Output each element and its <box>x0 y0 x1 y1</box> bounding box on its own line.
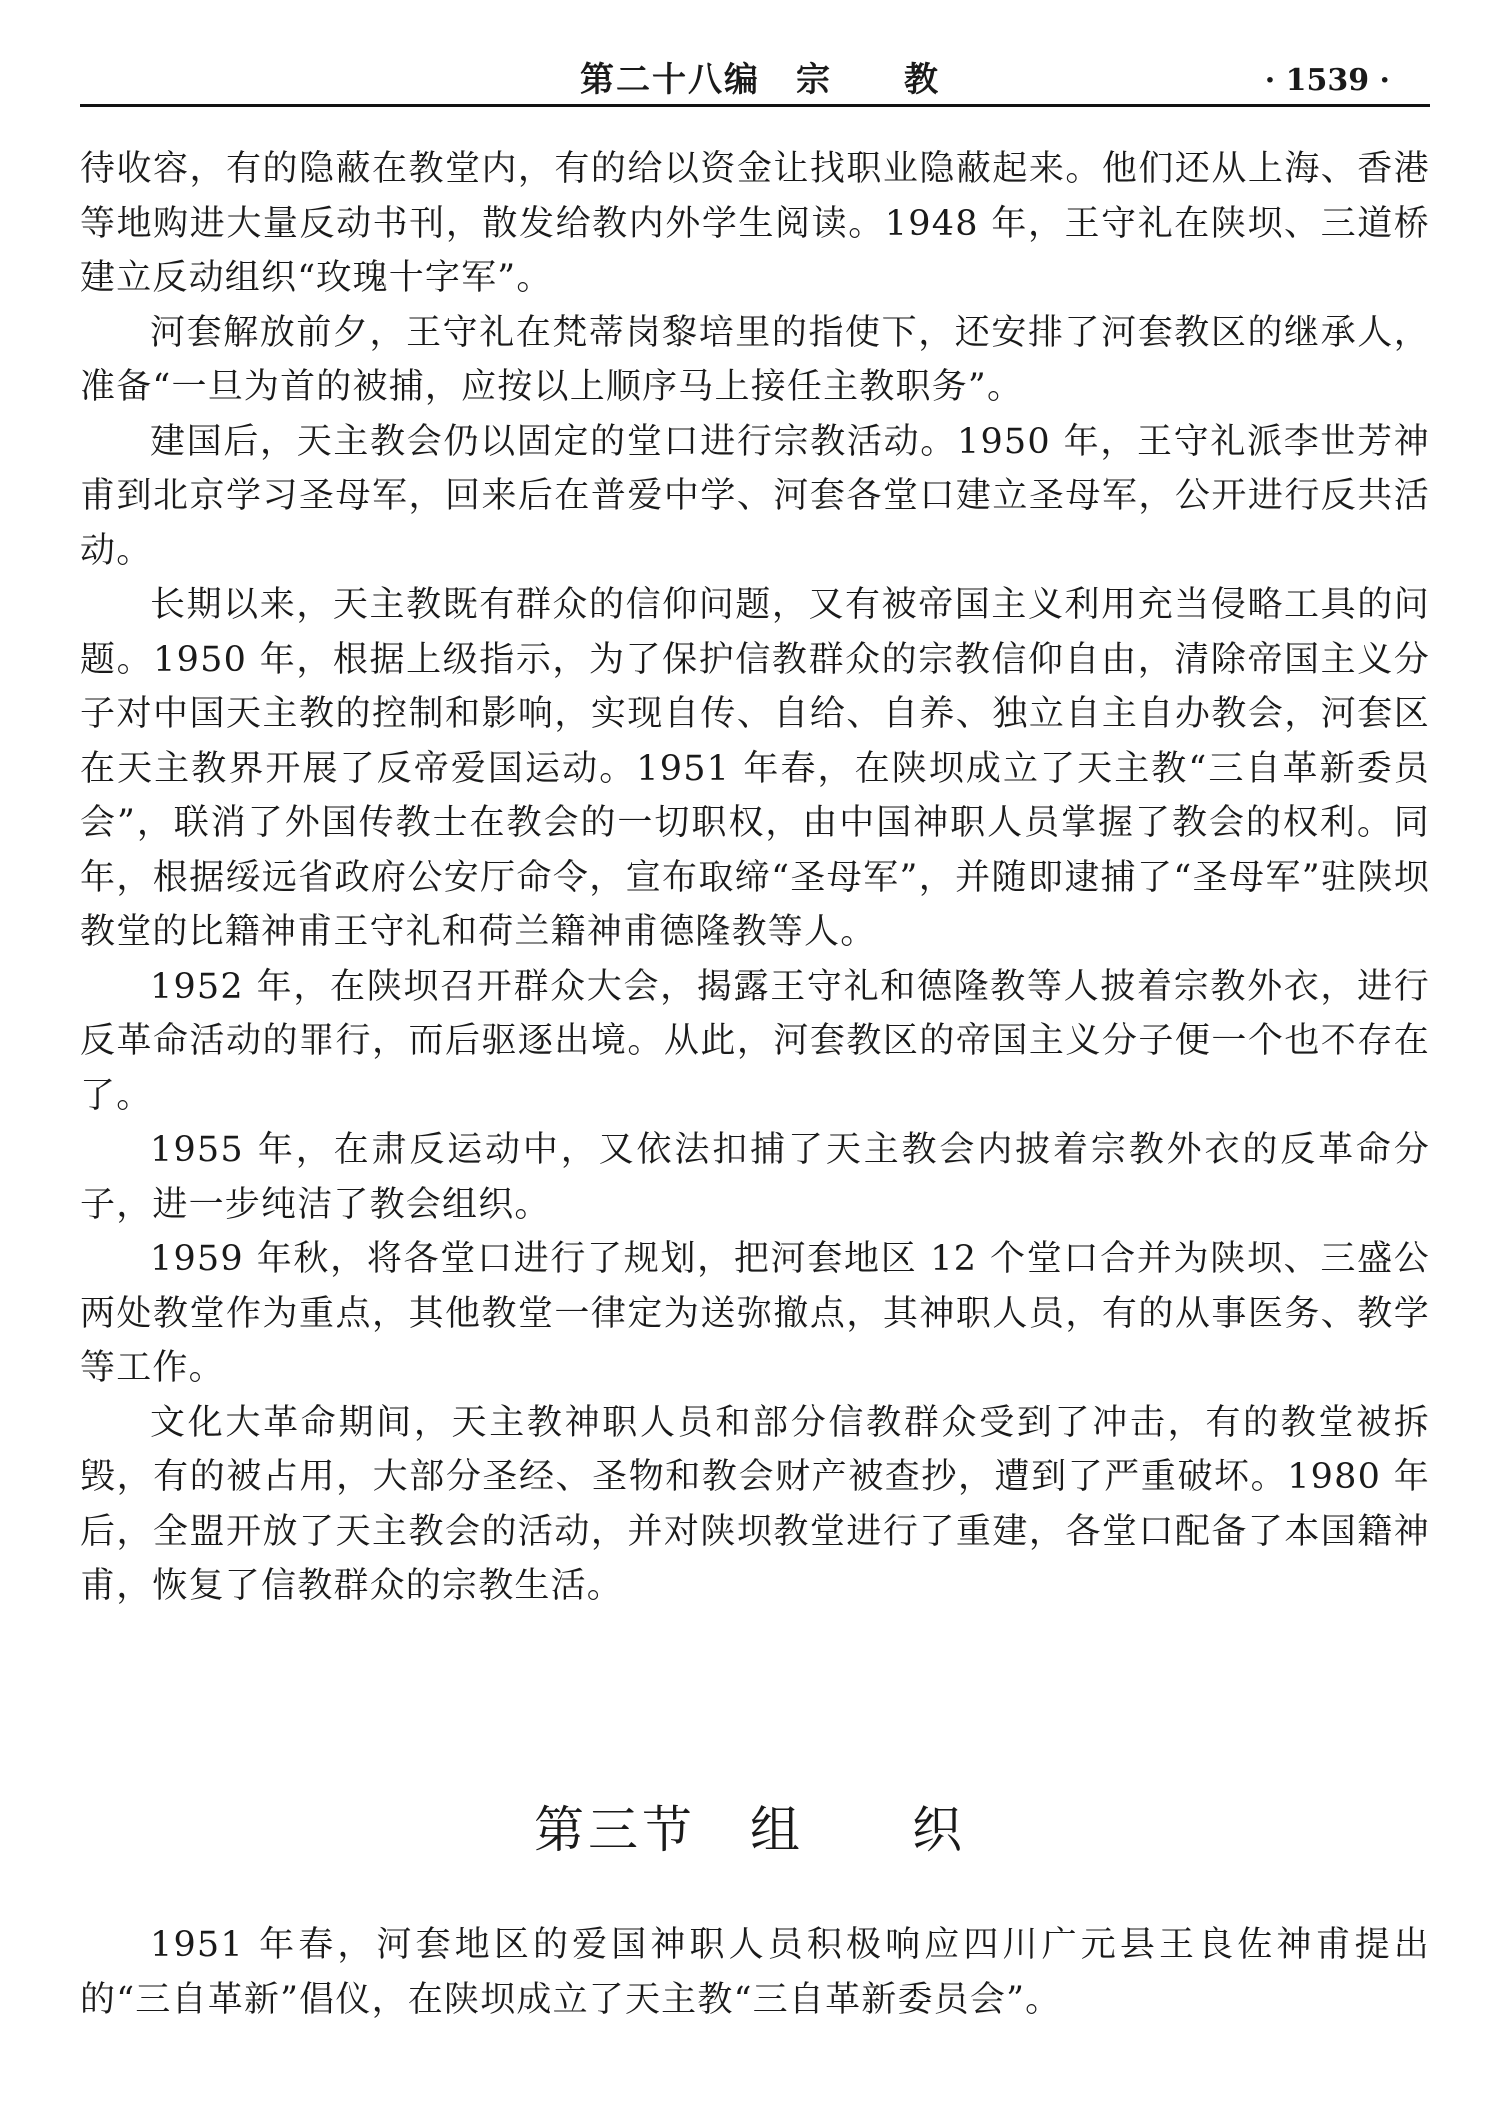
body-text <box>80 142 1430 1614</box>
paragraph: 1959 年秋，将各堂口进行了规划，把河套地区 12 个堂口合并为陕坝、三盛公两处教堂作为重点，其他教堂一律定为送弥撤点，其神职人员，有的从事医务、教学等工作。 <box>80 1239 1430 1388</box>
running-header <box>80 58 1430 107</box>
section-heading: 第三节 组 织 <box>534 1801 966 1859</box>
paragraph: 待收容，有的隐蔽在教堂内，有的给以资金让找职业隐蔽起来。他们还从上海、香港等地购进大量反动书刊，散发给教内外学生阅读。1948 年，王守礼在陕坝、三道桥建立反动组织“玫瑰十字军”。 <box>80 149 1430 298</box>
paragraph: 1952 年，在陕坝召开群众大会，揭露王守礼和德隆教等人披着宗教外衣，进行反革命活动的罪行，而后驱逐出境。从此，河套教区的帝国主义分子便一个也不存在了。 <box>80 966 1430 1116</box>
paragraph: 长期以来，天主教既有群众的信仰问题，又有被帝国主义利用充当侵略工具的问题。1950 年，根据上级指示，为了保护信教群众的宗教信仰自由，清除帝国主义分子对中国天主教的控制和影响，实现自传、自给、自养、独立自主自办教会，河套区在天主教界开展了反帝爱国运动。1951 年春，在陕坝成立了天主教“三自革新委员会”，联消了外国传教士在教会的一切职权，由中国神职人员掌握了教会的权利。同年，根据绥远省政府公安厅命令，宣布取缔“圣母军”，并随即逮捕了“圣母军”驻陕坝教堂的比籍神甫王守礼和荷兰籍神甫德隆教等人。 <box>80 585 1430 952</box>
paragraph: 1951 年春，河套地区的爱国神职人员积极响应四川广元县王良佐神甫提出的“三自革新”倡仪，在陕坝成立了天主教“三自革新委员会”。 <box>80 1925 1430 2020</box>
paragraph: 河套解放前夕，王守礼在梵蒂岗黎培里的指使下，还安排了河套教区的继承人，准备“一旦为首的被捕，应按以上顺序马上接任主教职务”。 <box>80 312 1430 407</box>
paragraph: 1955 年，在肃反运动中，又依法扣捕了天主教会内披着宗教外衣的反革命分子，进一步纯洁了教会组织。 <box>80 1130 1430 1225</box>
section-body <box>80 1918 1430 2027</box>
header-title: 第二十八编 宗 教 <box>580 60 940 100</box>
paragraph: 文化大革命期间，天主教神职人员和部分信教群众受到了冲击，有的教堂被拆毁，有的被占用，大部分圣经、圣物和教会财产被查抄，遭到了严重破坏。1980 年后，全盟开放了天主教会的活动，并对陕坝教堂进行了重建，各堂口配备了本国籍神甫，恢复了信教群众的宗教生活。 <box>80 1402 1430 1606</box>
page-number: · 1539 · <box>1264 63 1390 98</box>
paragraph: 建国后，天主教会仍以固定的堂口进行宗教活动。1950 年，王守礼派李世芳神甫到北京学习圣母军，回来后在普爱中学、河套各堂口建立圣母军，公开进行反共活动。 <box>80 421 1430 571</box>
